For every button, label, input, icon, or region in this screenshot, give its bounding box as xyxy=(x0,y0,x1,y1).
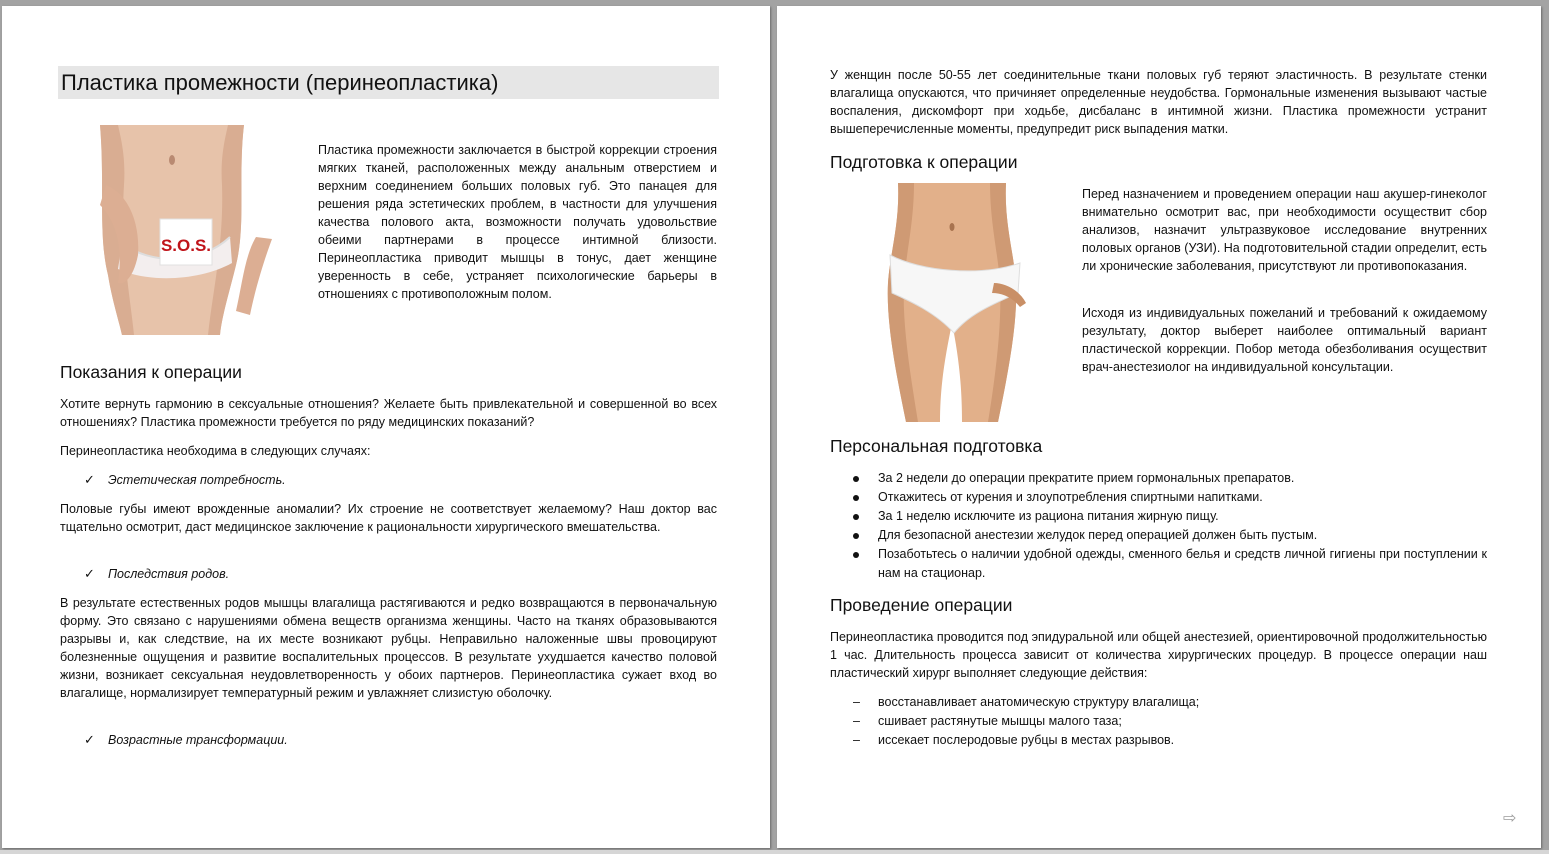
bullet-icon xyxy=(853,495,859,501)
list-item-text: За 1 неделю исключите из рациона питания жирную пищу. xyxy=(878,509,1219,523)
list-item xyxy=(830,488,1487,507)
indications-heading: Показания к операции xyxy=(60,362,242,382)
list-item xyxy=(830,712,1487,731)
list-item-text: иссекает послеродовые рубцы в местах разрывов. xyxy=(878,733,1175,747)
list-item-text: Для безопасной анестезии желудок перед операцией должен быть пустым. xyxy=(878,528,1318,542)
procedure-paragraph: Перинеопластика проводится под эпидуральной или общей анестезией, ориентировочной продолжительностью 1 час. Длительность процесса зависит от количества хирургических процедур. В процессе операции наш пластический хирург выполняет следующие действия: xyxy=(830,630,1487,680)
procedure-heading: Проведение операции xyxy=(830,595,1013,615)
torso-photo-sos-drawing xyxy=(60,125,282,335)
status-strip xyxy=(0,850,1549,854)
list-item-text: восстанавливает анатомическую структуру влагалища; xyxy=(878,695,1200,709)
next-page-arrow-icon[interactable]: ⇨ xyxy=(1503,810,1517,827)
list-item-text: сшивает растянутые мышцы малого таза; xyxy=(878,714,1122,728)
list-item-text: Позаботьтесь о наличии удобной одежды, сменного белья и средств личной гигиены при поступлении к нам на стационар. xyxy=(878,547,1487,580)
procedure-steps-list xyxy=(830,693,1487,750)
torso-photo-underwear xyxy=(870,183,1032,422)
list-item-text: За 2 недели до операции прекратите прием гормональных препаратов. xyxy=(878,471,1295,485)
sos-sign-text: S.O.S. xyxy=(160,236,212,255)
bullet-icon xyxy=(853,476,859,482)
indication-item-label: Эстетическая потребность. xyxy=(108,473,286,487)
list-item xyxy=(830,507,1487,526)
dash-icon: – xyxy=(853,733,860,747)
dash-icon: – xyxy=(853,714,860,728)
bullet-icon xyxy=(853,514,859,520)
document-page-right xyxy=(777,6,1541,848)
title-highlight xyxy=(58,66,719,99)
bullet-icon xyxy=(853,552,859,558)
personal-preparation-heading: Персональная подготовка xyxy=(830,436,1043,456)
list-item xyxy=(830,526,1487,545)
list-item xyxy=(830,545,1487,583)
intro-paragraph: Пластика промежности заключается в быстрой коррекции строения мягких тканей, расположенных между анальным отверстием и верхним соединением больших половых губ. Это панацея для решения ряда эстетических проблем, в частности для улучшения качества полового акта, возможности получать удовольствие обеими партнерами в процессе интимной близости. Перинеопластика приводит мышцы в тонус, дает женщине уверенность в себе, устраняет психологические барьеры в отношениях с противоположным полом. xyxy=(318,143,717,301)
list-item xyxy=(830,693,1487,712)
page-title: Пластика промежности (перинеопластика) xyxy=(61,70,499,95)
preparation-paragraph-2: Исходя из индивидуальных пожеланий и требований к ожидаемому результату, доктор выберет наиболее оптимальный вариант пластической коррекции. Побор метода обезболивания осуществит врач-анестезиолог на индивидуальной консультации. xyxy=(1082,306,1487,374)
personal-preparation-list xyxy=(830,469,1487,583)
list-item xyxy=(830,731,1487,750)
checkmark-icon: ✓ xyxy=(84,472,95,487)
document-page-left xyxy=(2,6,770,848)
indication-item-childbirth xyxy=(84,565,230,583)
childbirth-paragraph: В результате естественных родов мышцы влагалища растягиваются и редко возвращаются в первоначальную форму. Это связано с нарушениями обмена веществ организма женщины. Часто на тканях образовываются разрывы и, как следствие, на их месте возникают рубцы. Неправильно наложенные швы провоцируют болезненные ощущения и развитие воспалительных процессов. В результате ухудшается качество половой жизни, возникает сексуальная неудовлетворенность у обоих партнеров. Перинеопластика сужает вход во влагалище, нормализирует температурный режим и увлажняет слизистую оболочку. xyxy=(60,596,717,700)
checkmark-icon: ✓ xyxy=(84,732,95,747)
checkmark-icon: ✓ xyxy=(84,566,95,581)
preparation-heading: Подготовка к операции xyxy=(830,152,1018,172)
preparation-paragraph-1: Перед назначением и проведением операции наш акушер-гинеколог внимательно осмотрит вас, при необходимости осуществит сбор анализов, назначит ультразвуковое исследование внутренних половых органов (УЗИ). На подготовительной стадии определит, есть ли хронические заболевания, присутствуют ли противопоказания. xyxy=(1082,187,1488,273)
torso-photo-underwear-drawing xyxy=(870,183,1032,422)
indications-paragraph-1: Хотите вернуть гармонию в сексуальные отношения? Желаете быть привлекательной и совершенной во всех отношениях? Пластика промежности требуется по ряду медицинских показаний? xyxy=(60,397,717,429)
indication-item-aesthetic xyxy=(84,471,286,489)
indication-item-age xyxy=(84,731,288,749)
list-item xyxy=(830,469,1487,488)
indication-item-label: Возрастные трансформации. xyxy=(108,733,288,747)
age-paragraph: У женщин после 50-55 лет соединительные ткани половых губ теряют эластичность. В результате стенки влагалища опускаются, что причиняет определенные неудобства. Гормональные изменения вызывают частые воспаления, дискомфорт при ходьбе, дисбаланс в интимной жизни. Пластика промежности устранит вышеперечисленные моменты, предупредит риск выпадения матки. xyxy=(830,68,1487,136)
indications-paragraph-2: Перинеопластика необходима в следующих случаях: xyxy=(60,444,371,458)
dash-icon: – xyxy=(853,695,860,709)
bullet-icon xyxy=(853,533,859,539)
torso-photo-sos xyxy=(60,125,282,335)
aesthetic-paragraph: Половые губы имеют врожденные аномалии? Их строение не соответствует желаемому? Наш доктор вас тщательно осмотрит, даст медицинское заключение к рациональности хирургического вмешательства. xyxy=(60,502,717,534)
indication-item-label: Последствия родов. xyxy=(108,567,230,581)
list-item-text: Откажитесь от курения и злоупотребления спиртными напитками. xyxy=(878,490,1263,504)
